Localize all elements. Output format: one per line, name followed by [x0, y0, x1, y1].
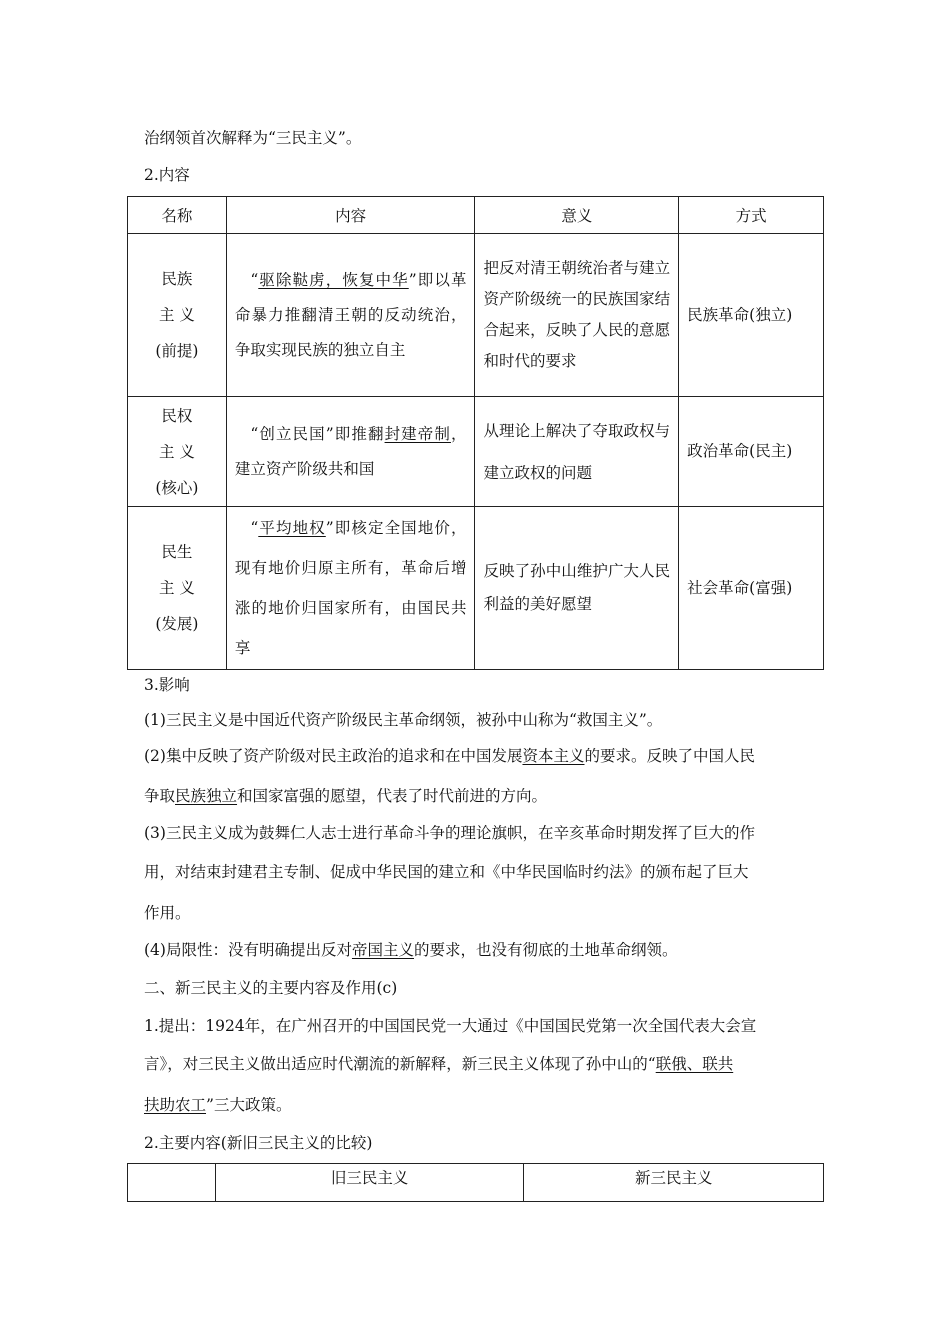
row-name: 民族 主 义 (前提) — [128, 234, 227, 397]
row-name: 民权 主 义 (核心) — [128, 397, 227, 507]
three-principles-table — [127, 196, 824, 670]
row-content: “平均地权”即核定全国地价，现有地价归原主所有，革命后增涨的地价归国家所有，由国民共享 — [226, 507, 475, 670]
section-compare-heading: 2.主要内容(新旧三民主义的比较) — [144, 1134, 373, 1152]
table-header-row — [128, 197, 824, 234]
section-content-heading: 2.内容 — [144, 166, 190, 184]
header-meaning: 意义 — [475, 197, 679, 234]
influence-point-3-line-3: 作用。 — [144, 904, 191, 922]
proposal-line-2: 言》，对三民主义做出适应时代潮流的新解释，新三民主义体现了孙中山的“联俄、联共 — [144, 1055, 734, 1073]
table-header-row — [128, 1164, 824, 1202]
header-old-principles: 旧三民主义 — [215, 1164, 524, 1202]
row-content: “创立民国”即推翻封建帝制，建立资产阶级共和国 — [226, 397, 475, 507]
proposal-line-3: 扶助农工”三大政策。 — [144, 1096, 292, 1114]
table-row — [128, 234, 824, 397]
row-method: 政治革命(民主) — [679, 397, 824, 507]
row-method: 民族革命(独立) — [679, 234, 824, 397]
header-content: 内容 — [226, 197, 475, 234]
section-influence-heading: 3.影响 — [144, 676, 190, 694]
row-name: 民生 主 义 (发展) — [128, 507, 227, 670]
row-method: 社会革命(富强) — [679, 507, 824, 670]
header-empty — [128, 1164, 216, 1202]
influence-point-3-line-2: 用，对结束封建君主专制、促成中华民国的建立和《中华民国临时约法》的颁布起了巨大 — [144, 863, 749, 881]
table-row — [128, 397, 824, 507]
row-meaning: 反映了孙中山维护广大人民利益的美好愿望 — [475, 507, 679, 670]
influence-point-4: (4)局限性：没有明确提出反对帝国主义的要求，也没有彻底的土地革命纲领。 — [144, 941, 678, 959]
header-new-principles: 新三民主义 — [524, 1164, 824, 1202]
influence-point-3-line-1: (3)三民主义成为鼓舞仁人志士进行革命斗争的理论旗帜，在辛亥革命时期发挥了巨大的作 — [144, 824, 755, 842]
intro-tail: 治纲领首次解释为“三民主义”。 — [144, 129, 362, 147]
row-meaning: 从理论上解决了夺取政权与建立政权的问题 — [475, 397, 679, 507]
comparison-table — [127, 1163, 824, 1202]
row-content: “驱除鞑虏，恢复中华”即以革命暴力推翻清王朝的反动统治，争取实现民族的独立自主 — [226, 234, 475, 397]
table-row — [128, 507, 824, 670]
influence-point-2-line-2: 争取民族独立和国家富强的愿望，代表了时代前进的方向。 — [144, 787, 548, 805]
row-meaning: 把反对清王朝统治者与建立资产阶级统一的民族国家结合起来，反映了人民的意愿和时代的要求 — [475, 234, 679, 397]
proposal-line-1: 1.提出：1924年，在广州召开的中国国民党一大通过《中国国民党第一次全国代表大会宣 — [144, 1017, 757, 1035]
section-2-title: 二、新三民主义的主要内容及作用(c) — [144, 979, 398, 997]
influence-point-2-line-1: (2)集中反映了资产阶级对民主政治的追求和在中国发展资本主义的要求。反映了中国人民 — [144, 747, 755, 765]
header-method: 方式 — [679, 197, 824, 234]
influence-point-1: (1)三民主义是中国近代资产阶级民主革命纲领，被孙中山称为“救国主义”。 — [144, 711, 663, 729]
header-name: 名称 — [128, 197, 227, 234]
